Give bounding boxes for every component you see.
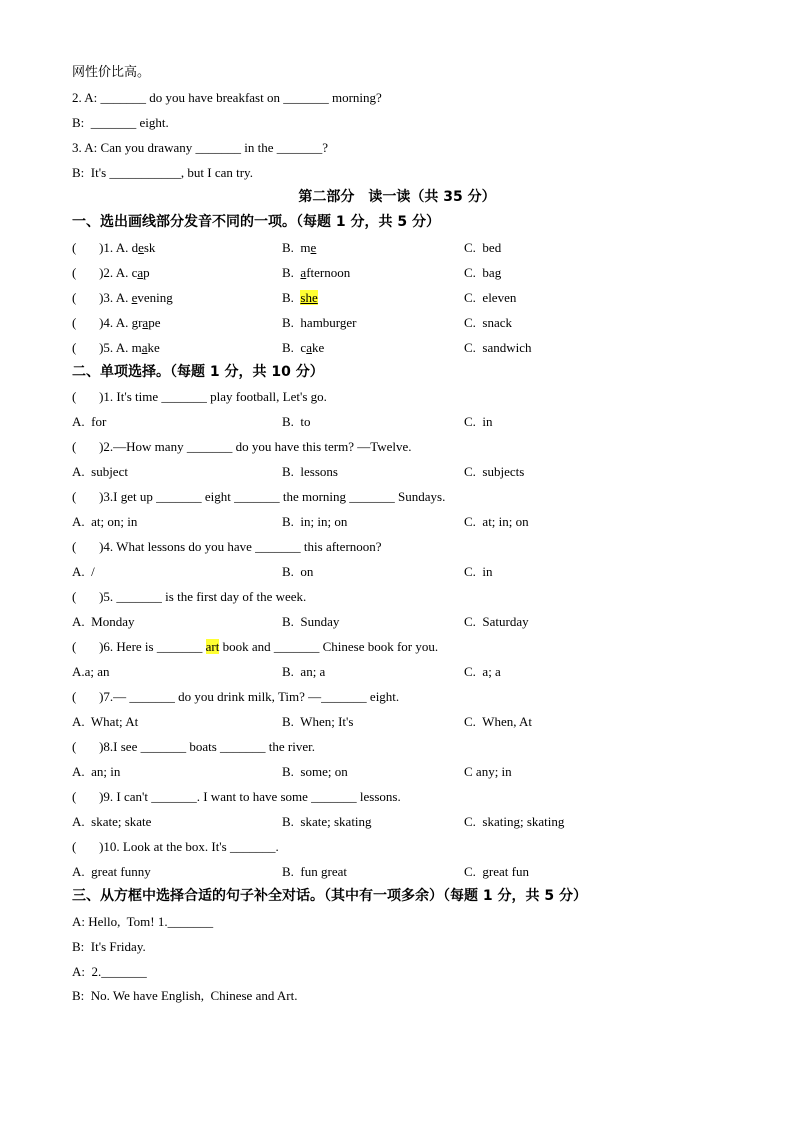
s2-q8-option-a: A. an; in: [72, 764, 121, 779]
dialogue-line: B: It's Friday.: [72, 939, 146, 954]
dialogue-line: A: Hello, Tom! 1._______: [72, 914, 214, 929]
s2-q1-option-a: A. for: [72, 414, 107, 429]
question-2-b: B: _______ eight.: [72, 115, 169, 130]
section-2-title: 二、单项选择。（每题 1 分，共 10 分）: [72, 364, 324, 380]
s2-q9-option-b: B. skate; skating: [282, 814, 372, 829]
question-3-b: B: It's ___________, but I can try.: [72, 165, 253, 180]
section-1-title: 一、选出画线部分发音不同的一项。（每题 1 分，共 5 分）: [72, 214, 440, 230]
s2-q8-stem: ( )8.I see _______ boats _______ the river.: [72, 739, 315, 754]
part-two-title: 第二部分 读一读（共 35 分）: [298, 189, 496, 205]
s2-q2-stem: ( )2.—How many _______ do you have this term? —Twelve.: [72, 439, 412, 454]
s1-q1-option-c: C. bed: [464, 240, 502, 255]
s2-q9-option-a: A. skate; skate: [72, 814, 152, 829]
s2-q2-option-c: C. subjects: [464, 464, 525, 479]
s2-q4-option-a: A. /: [72, 564, 95, 579]
s2-q9-stem: ( )9. I can't _______. I want to have some _______ lessons.: [72, 789, 401, 804]
dialogue-line: B: No. We have English, Chinese and Art.: [72, 988, 298, 1003]
s2-q5-option-c: C. Saturday: [464, 614, 529, 629]
text-line: 网性价比高。: [72, 64, 151, 79]
s2-q8-option-b: B. some; on: [282, 764, 348, 779]
s1-q5-option-b: B. cake: [282, 340, 325, 355]
s2-q10-option-a: A. great funny: [72, 864, 151, 879]
s2-q9-option-c: C. skating; skating: [464, 814, 565, 829]
s2-q7-option-c: C. When, At: [464, 714, 533, 729]
s1-q5-option-c: C. sandwich: [464, 340, 532, 355]
s2-q4-option-b: B. on: [282, 564, 314, 579]
s2-q7-stem: ( )7.— _______ do you drink milk, Tim? —_______ eight.: [72, 689, 400, 704]
s2-q1-option-b: B. to: [282, 414, 311, 429]
s1-q2-option-a: ( )2. A. cap: [72, 265, 150, 280]
s2-q4-option-c: C. in: [464, 564, 493, 579]
s1-q3-option-a: ( )3. A. evening: [72, 290, 173, 305]
s2-q10-option-b: B. fun great: [282, 864, 347, 879]
s2-q6-option-b: B. an; a: [282, 664, 326, 679]
question-3-a: 3. A: Can you drawany _______ in the _______?: [72, 140, 328, 155]
s2-q10-stem: ( )10. Look at the box. It's _______.: [72, 839, 279, 854]
s1-q2-option-c: C. bag: [464, 265, 502, 280]
highlighted-word: art: [205, 639, 220, 654]
s1-q4-option-b: B. hamburger: [282, 315, 357, 330]
s2-q5-option-a: A. Monday: [72, 614, 135, 629]
section-3-title: 三、从方框中选择合适的句子补全对话。（其中有一项多余）（每题 1 分，共 5 分）: [72, 888, 587, 904]
s2-q1-option-c: C. in: [464, 414, 493, 429]
s2-q3-option-b: B. in; in; on: [282, 514, 348, 529]
s1-q5-option-a: ( )5. A. make: [72, 340, 160, 355]
s1-q2-option-b: B. afternoon: [282, 265, 351, 280]
s2-q7-option-b: B. When; It's: [282, 714, 354, 729]
s2-q2-option-a: A. subject: [72, 464, 128, 479]
s2-q3-option-a: A. at; on; in: [72, 514, 138, 529]
question-2-a: 2. A: _______ do you have breakfast on _______ morning?: [72, 90, 382, 105]
s2-q3-stem: ( )3.I get up _______ eight _______ the morning _______ Sundays.: [72, 489, 446, 504]
s2-q7-option-a: A. What; At: [72, 714, 139, 729]
s2-q6-option-c: C. a; a: [464, 664, 501, 679]
s2-q6-option-a: A.a; an: [72, 664, 110, 679]
s2-q8-option-c: C any; in: [464, 764, 512, 779]
s1-q4-option-a: ( )4. A. grape: [72, 315, 161, 330]
s1-q3-option-c: C. eleven: [464, 290, 517, 305]
s2-q2-option-b: B. lessons: [282, 464, 338, 479]
s2-q5-stem: ( )5. _______ is the first day of the week.: [72, 589, 307, 604]
s2-q1-stem: ( )1. It's time _______ play football, Let's go.: [72, 389, 327, 404]
s2-q4-stem: ( )4. What lessons do you have _______ this afternoon?: [72, 539, 382, 554]
dialogue-line: A: 2._______: [72, 964, 147, 979]
s1-q1-option-a: ( )1. A. desk: [72, 240, 156, 255]
s2-q5-option-b: B. Sunday: [282, 614, 340, 629]
s1-q3-option-b: B. she: [282, 290, 318, 305]
s2-q6-stem: ( )6. Here is _______ art book and _______ Chinese book for you.: [72, 639, 439, 654]
s1-q1-option-b: B. me: [282, 240, 317, 255]
s2-q10-option-c: C. great fun: [464, 864, 529, 879]
s1-q4-option-c: C. snack: [464, 315, 513, 330]
s2-q3-option-c: C. at; in; on: [464, 514, 529, 529]
